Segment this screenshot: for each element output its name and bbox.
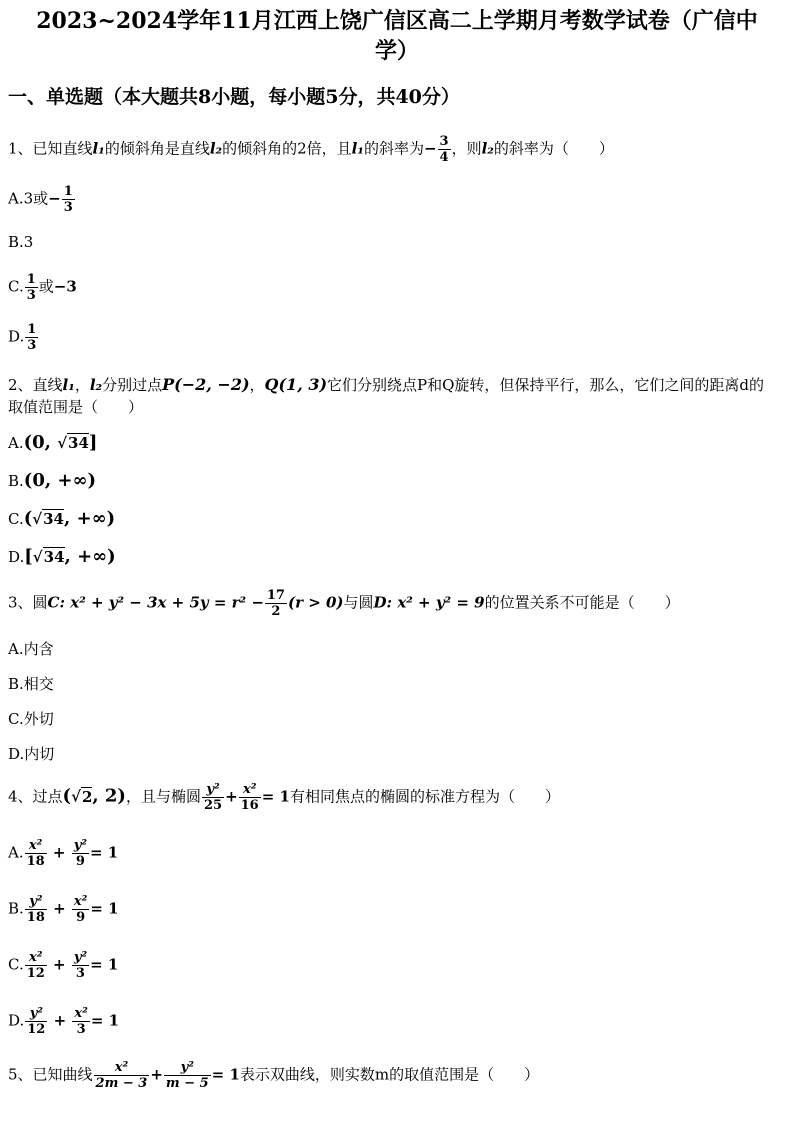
q3-option-b[interactable]: B.相交 (8, 675, 54, 693)
q1-prefix: 1、已知直线 (8, 139, 93, 158)
q1-l1: l₁ (92, 139, 105, 158)
q1-neg: − (423, 139, 437, 158)
q1-fraction: $\frac{3}{4}$ (439, 134, 449, 165)
q1-option-a[interactable]: A.3或− $\frac{1}{3}$ (8, 184, 73, 215)
q4-option-c[interactable]: C. $\frac{\text{x²}}{12}$ + $\frac{\text{y²}}{3}$ = 1 (8, 950, 119, 981)
q1-mid3: 的斜率为 (363, 139, 424, 158)
q3-option-c[interactable]: C.外切 (8, 710, 54, 728)
exam-title-line1: 2023~2024学年11月江西上饶广信区高二上学期月考数学试卷（广信中 (36, 8, 758, 34)
q1-mid4: ，则 (451, 139, 482, 158)
question-2-line2: 取值范围是（ ） (8, 398, 144, 416)
q4-option-b[interactable]: B. $\frac{\text{y²}}{18}$ + $\frac{\text{x²}}{9}$ = 1 (8, 894, 119, 925)
q3-option-a[interactable]: A.内含 (8, 640, 54, 658)
exam-title (0, 6, 794, 66)
question-1 (8, 134, 614, 165)
q3-option-d[interactable]: D.内切 (8, 745, 55, 763)
q2-option-b[interactable]: B.(0, +∞) (8, 470, 96, 491)
q1-option-c[interactable]: C. $\frac{1}{3}$ 或−3 (8, 272, 77, 303)
section-heading: 一、单选题（本大题共8小题，每小题5分，共40分） (8, 86, 460, 108)
q4-option-d[interactable]: D. $\frac{\text{y²}}{12}$ + $\frac{\text{x²}}{3}$ = 1 (8, 1006, 120, 1037)
exam-title-line2: 学） (374, 38, 419, 64)
q2-option-a[interactable]: A.(0, √34] (8, 432, 98, 453)
question-4: 4、过点(√2, 2)，且与椭圆 $\frac{\text{y²}}{25}$ + $\frac{\text{x²}}{16}$ = 1有相同焦点的椭圆的标准方程为（ ） (8, 782, 560, 813)
question-2: 2、直线l₁，l₂分别过点P(−2, −2)，Q(1, 3)它们分别绕点P和Q旋转，但保持平行，那么，它们之间的距离d的 (8, 375, 765, 394)
question-5: 5、已知曲线 $\frac{\text{x²}}{2m - 3}$ + $\frac{\text{y²}}{m - 5}$ = 1表示双曲线，则实数m的取值范围是（ ） (8, 1060, 540, 1091)
q1-l2-b: l₂ (481, 139, 494, 158)
q4-option-a[interactable]: A. $\frac{\text{x²}}{18}$ + $\frac{\text{y²}}{9}$ = 1 (8, 838, 119, 869)
q2-option-c[interactable]: C.(√34, +∞) (8, 508, 116, 529)
q1-end: 的斜率为（ ） (493, 139, 614, 158)
q1-l2: l₂ (209, 139, 223, 158)
question-3: 3、圆C: x² + y² − 3x + 5y = r² − $\frac{17}{2}$ (r > 0)与圆D: x² + y² = 9的位置关系不可能是（ ） (8, 588, 680, 619)
q1-mid2: 的倾斜角的2倍，且 (222, 139, 352, 158)
q2-option-d[interactable]: D.[√34, +∞) (8, 546, 116, 567)
q1-mid1: 的倾斜角是直线 (104, 139, 210, 158)
q1-option-b[interactable]: B.3 (8, 233, 34, 251)
q1-option-d[interactable]: D. $\frac{1}{3}$ (8, 322, 37, 353)
q1-l1-b: l₁ (351, 139, 364, 158)
